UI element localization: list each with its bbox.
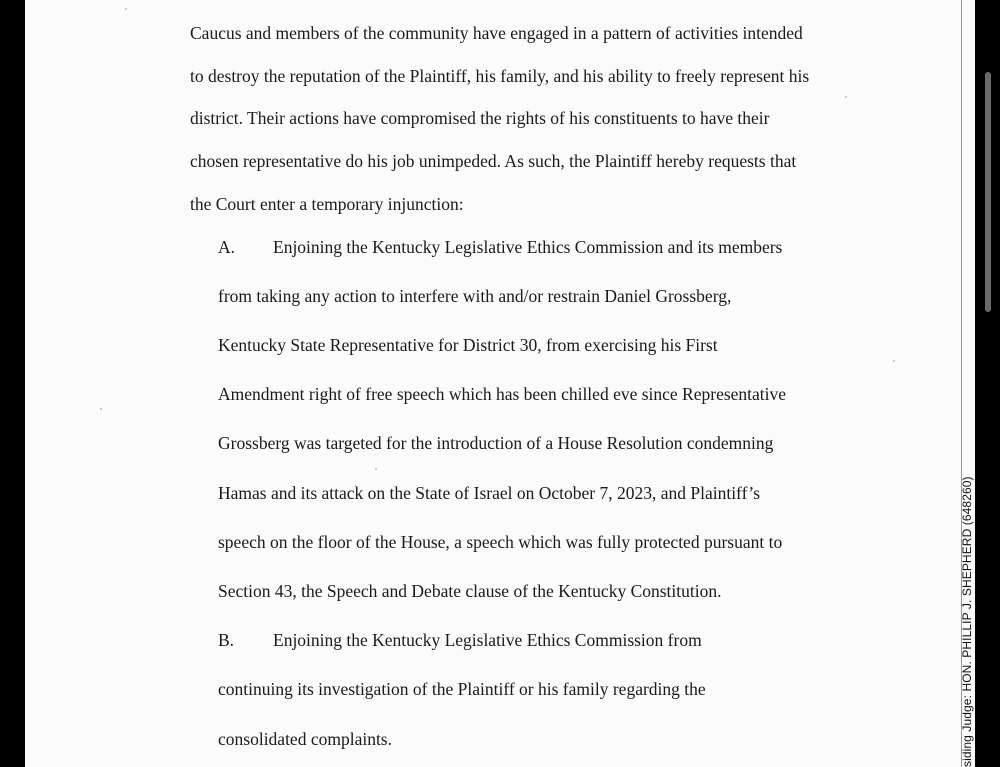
scan-speck: [375, 468, 377, 470]
item-b-line-1: Enjoining the Kentucky Legislative Ethics Commission from: [273, 630, 702, 650]
left-gutter: [0, 0, 25, 767]
intro-line-1: Caucus and members of the community have engaged in a pattern of activities intended: [190, 23, 803, 43]
item-a-line-4: Amendment right of free speech which has been chilled eve since Representative: [218, 384, 787, 404]
item-b-line-3: consolidated complaints.: [218, 729, 392, 749]
item-a-line-2: from taking any action to interfere with and/or restrain Daniel Grossberg,: [218, 286, 732, 306]
scan-speck: [100, 408, 102, 410]
scan-speck: [845, 96, 847, 98]
item-a-line-8: Section 43, the Speech and Debate clause of the Kentucky Constitution.: [218, 581, 722, 601]
intro-line-4: chosen representative do his job unimpeded. As such, the Plaintiff hereby requests that: [190, 151, 797, 171]
scan-speck: [893, 360, 895, 362]
item-b-label: B.: [218, 630, 235, 650]
intro-line-2: to destroy the reputation of the Plaintiff, his family, and his ability to freely represent his: [190, 66, 810, 86]
item-a-line-5: Grossberg was targeted for the introduction of a House Resolution condemning: [218, 433, 774, 453]
filing-margin-stamp: siding Judge: HON. PHILLIP J. SHEPHERD (648260): [960, 476, 974, 767]
item-a-line-3: Kentucky State Representative for District 30, from exercising his First: [218, 335, 718, 355]
item-a-label: A.: [218, 237, 236, 257]
document-page: [25, 0, 975, 767]
intro-line-3: district. Their actions have compromised the rights of his constituents to have their: [190, 108, 770, 128]
item-a-line-6: Hamas and its attack on the State of Israel on October 7, 2023, and Plaintiff’s: [218, 483, 761, 503]
item-a-line-1: Enjoining the Kentucky Legislative Ethics Commission and its members: [273, 237, 783, 257]
item-b-line-2: continuing its investigation of the Plaintiff or his family regarding the: [218, 679, 706, 699]
vertical-scrollbar[interactable]: [985, 72, 991, 312]
item-a-line-7: speech on the floor of the House, a speech which was fully protected pursuant to: [218, 532, 783, 552]
scan-speck: [125, 8, 127, 10]
intro-line-5: the Court enter a temporary injunction:: [190, 194, 464, 214]
